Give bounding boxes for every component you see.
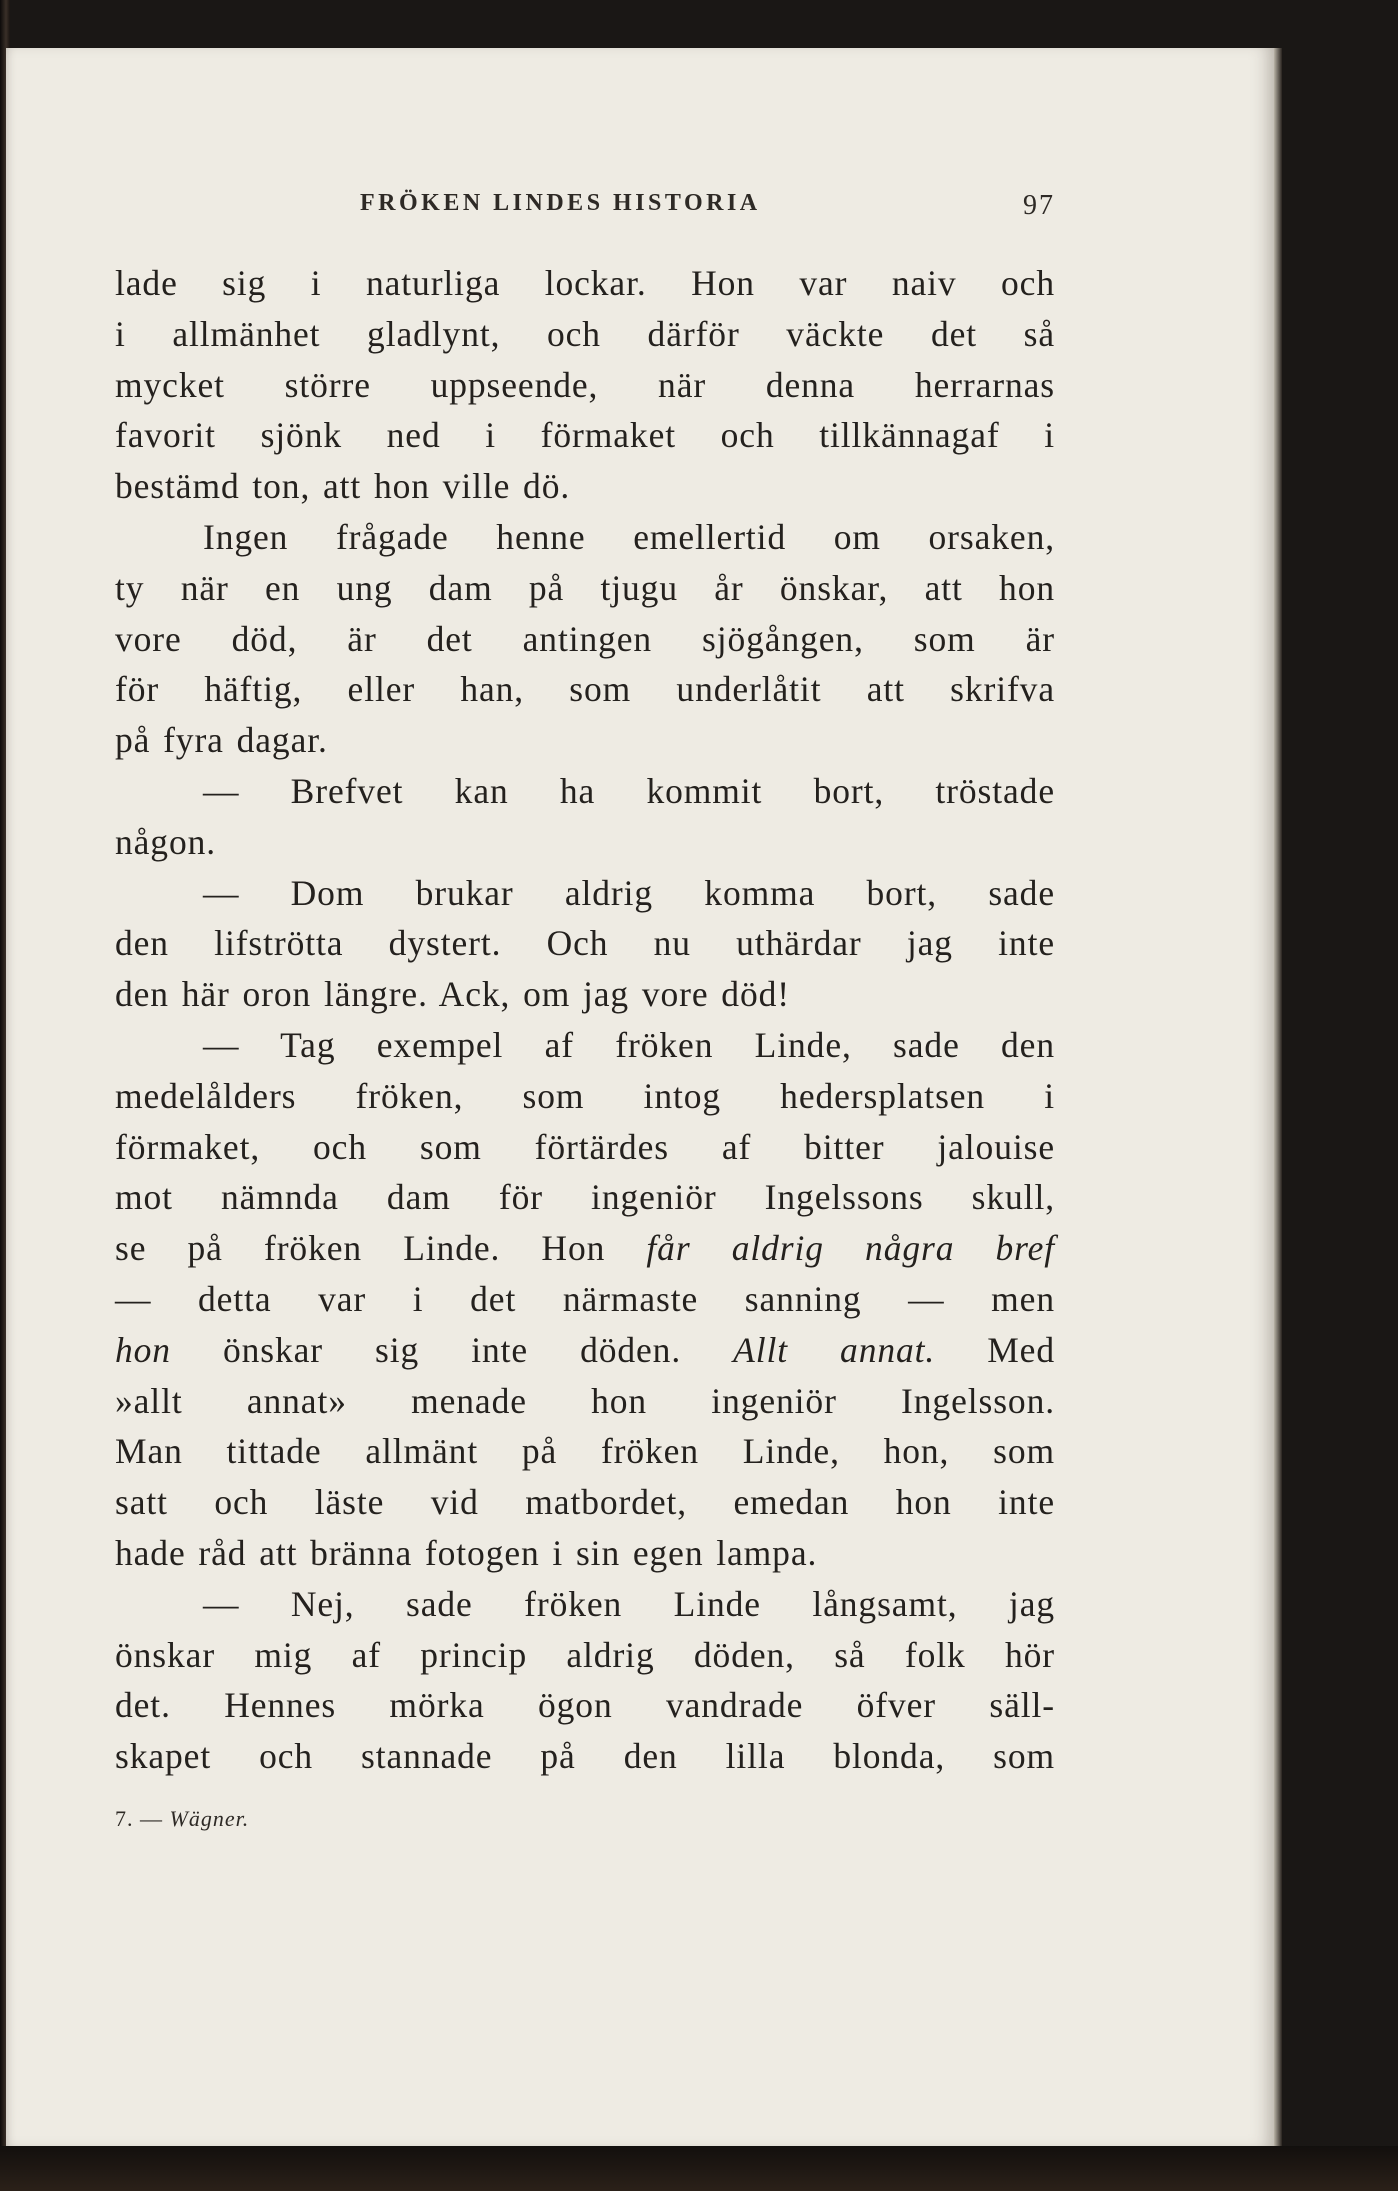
text-line: mot nämnda dam för ingeniör Ingelssons skull,	[115, 1177, 1055, 1218]
body-text	[115, 258, 1055, 1782]
text-line: det. Hennes mörka ögon vandrade öfver säll-	[115, 1685, 1055, 1726]
text-segment: önskar sig inte döden.	[222, 1329, 682, 1370]
text-line: — Tag exempel af fröken Linde, sade den	[203, 1024, 1055, 1065]
text-line: den här oron längre. Ack, om jag vore död!	[115, 974, 790, 1015]
italic-segment: får aldrig några bref	[646, 1228, 1055, 1269]
text-line: önskar mig af princip aldrig döden, så folk hör	[115, 1634, 1055, 1675]
text-line: — detta var i det närmaste sanning — men	[115, 1278, 1055, 1319]
italic-segment: Allt annat.	[733, 1329, 936, 1370]
text-line: Man tittade allmänt på fröken Linde, hon, som	[115, 1431, 1055, 1472]
text-line: förmaket, och som förtärdes af bitter jalouise	[115, 1126, 1055, 1167]
text-segment: se på fröken Linde. Hon	[115, 1228, 606, 1269]
signature-author: Wägner.	[169, 1806, 250, 1831]
running-head: FRÖKEN LINDES HISTORIA	[360, 190, 761, 216]
text-line: — Brefvet kan ha kommit bort, tröstade	[203, 770, 1055, 811]
text-line: Ingen frågade henne emellertid om orsaken,	[203, 516, 1055, 557]
text-line: för häftig, eller han, som underlåtit att skrifva	[115, 669, 1055, 710]
text-line: skapet och stannade på den lilla blonda, som	[115, 1736, 1055, 1777]
text-line: bestämd ton, att hon ville dö.	[115, 466, 571, 507]
text-line: den lifströtta dystert. Och nu uthärdar jag inte	[115, 923, 1055, 964]
text-line: ty när en ung dam på tjugu år önskar, att hon	[115, 567, 1055, 608]
text-line: satt och läste vid matbordet, emedan hon inte	[115, 1482, 1055, 1523]
signature-number: 7. —	[115, 1806, 163, 1831]
text-line: — Nej, sade fröken Linde långsamt, jag	[203, 1583, 1055, 1624]
page-number: 97	[1023, 190, 1055, 221]
text-line: i allmänhet gladlynt, och därför väckte det så	[115, 313, 1055, 354]
page-edge-shadow	[1274, 48, 1282, 2146]
text-line: lade sig i naturliga lockar. Hon var naiv och	[115, 263, 1055, 303]
text-line: — Dom brukar aldrig komma bort, sade	[203, 872, 1055, 913]
text-line: mycket större uppseende, när denna herrarnas	[115, 364, 1055, 405]
background-band	[0, 2146, 1398, 2191]
text-line: hade råd att bränna fotogen i sin egen lampa.	[115, 1532, 818, 1573]
text-line: någon.	[115, 821, 217, 862]
text-line-mixed	[115, 1325, 1055, 1376]
text-line: medelålders fröken, som intog hedersplatsen i	[115, 1075, 1055, 1116]
text-line: vore död, är det antingen sjögången, som är	[115, 618, 1055, 659]
page-header	[115, 190, 1055, 224]
text-line: på fyra dagar.	[115, 720, 328, 761]
italic-segment: hon	[115, 1329, 171, 1370]
text-line: favorit sjönk ned i förmaket och tillkännagaf i	[115, 415, 1055, 456]
text-line-mixed	[115, 1223, 1055, 1274]
signature-mark	[115, 1806, 249, 1832]
text-line: »allt annat» menade hon ingeniör Ingelsson.	[115, 1380, 1055, 1421]
text-segment: Med	[987, 1329, 1055, 1370]
